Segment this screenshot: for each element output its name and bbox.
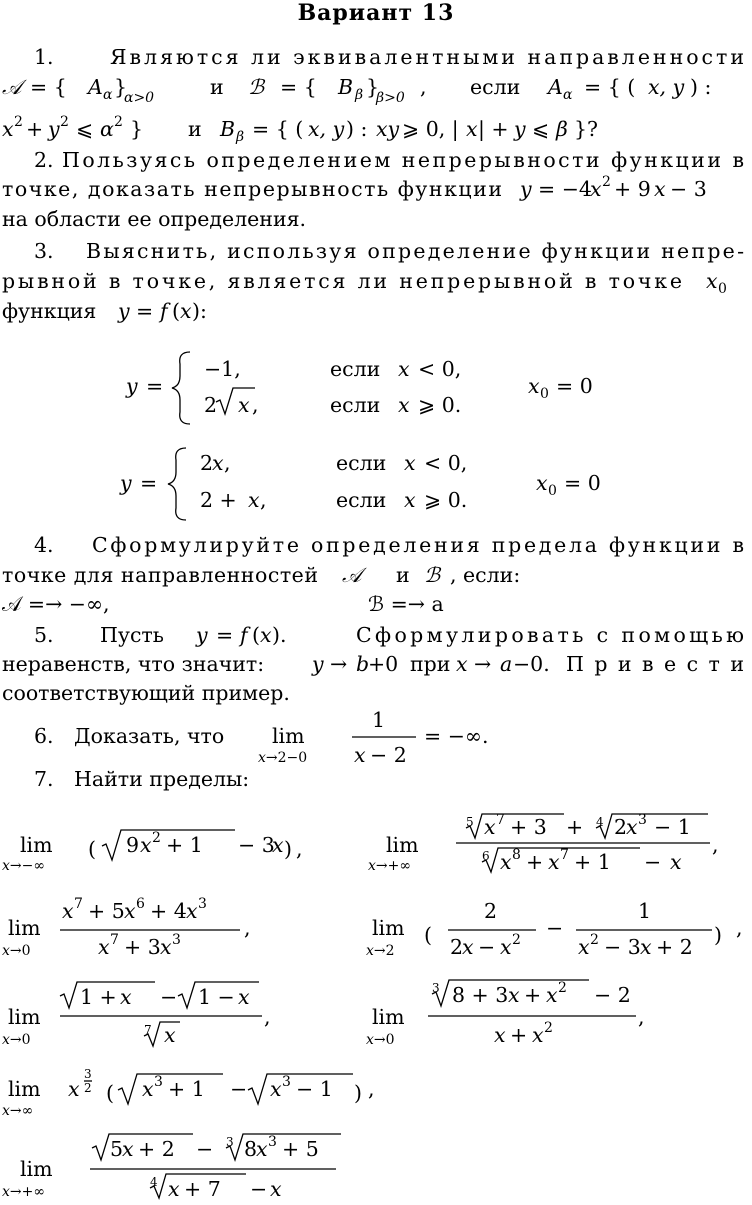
svg-text:7: 7 bbox=[560, 847, 569, 863]
svg-text:2: 2 bbox=[152, 830, 161, 846]
problem-5 bbox=[2, 623, 744, 705]
svg-text:y: y bbox=[312, 652, 324, 676]
svg-text:⩽: ⩽ bbox=[76, 117, 94, 141]
svg-text:0: 0 bbox=[548, 483, 557, 499]
svg-text:lim: lim bbox=[20, 1157, 53, 1181]
svg-text:x→+∞: x→+∞ bbox=[368, 858, 412, 874]
svg-text:+ 1: + 1 bbox=[574, 850, 611, 874]
problem-number: 5. bbox=[34, 623, 54, 647]
problem-number: 7. bbox=[34, 767, 54, 791]
svg-text:= { (: = { ( bbox=[252, 117, 304, 141]
svg-text:2: 2 bbox=[614, 815, 628, 839]
svg-text:0: 0 bbox=[718, 281, 727, 297]
svg-text:⩾ 0.: ⩾ 0. bbox=[424, 488, 468, 512]
svg-text:2: 2 bbox=[204, 393, 218, 417]
svg-text:3: 3 bbox=[172, 932, 181, 948]
svg-text:при: при bbox=[410, 652, 451, 676]
limit-expression-5 bbox=[2, 982, 271, 1048]
svg-text:если: если bbox=[336, 451, 387, 475]
limit-expression-2 bbox=[368, 812, 719, 874]
piecewise-function-1 bbox=[125, 352, 593, 424]
svg-text:β: β bbox=[556, 117, 568, 141]
svg-text:−: − bbox=[250, 1177, 268, 1201]
svg-text:точке для направленностей: точке для направленностей bbox=[2, 563, 318, 587]
svg-text:−: − bbox=[196, 1137, 214, 1161]
script-b-symbol: ℬ bbox=[248, 75, 265, 99]
problem-2 bbox=[2, 148, 744, 231]
svg-text:x→0: x→0 bbox=[2, 1032, 31, 1048]
svg-text:,: , bbox=[264, 1005, 271, 1029]
problem-7 bbox=[2, 767, 743, 1201]
svg-text:0: 0 bbox=[540, 386, 549, 402]
svg-text:𝒜: 𝒜 bbox=[342, 563, 362, 587]
svg-text:x: x bbox=[590, 177, 602, 201]
svg-text:,: , bbox=[260, 488, 267, 512]
svg-text:x: x bbox=[180, 299, 192, 323]
svg-text:функция: функция bbox=[2, 299, 97, 323]
svg-text:x: x bbox=[500, 850, 512, 874]
svg-text:− 1: − 1 bbox=[296, 1077, 333, 1101]
svg-text:x: x bbox=[548, 850, 560, 874]
svg-text:2: 2 bbox=[484, 899, 498, 923]
svg-text:}: } bbox=[366, 75, 380, 99]
svg-text:(: ( bbox=[252, 623, 260, 647]
svg-text:неравенств, что значит:: неравенств, что значит: bbox=[2, 652, 265, 676]
svg-text:x: x bbox=[272, 833, 284, 857]
svg-text:Пусть: Пусть bbox=[100, 623, 164, 647]
svg-text:точке, доказать непрерывность: точке, доказать непрерывность функции bbox=[2, 177, 502, 201]
svg-text:1 −: 1 − bbox=[198, 985, 235, 1009]
svg-text:рывной в точке, является ли не: рывной в точке, является ли непрерывной в точке bbox=[2, 269, 683, 293]
page-title: Вариант 13 bbox=[297, 0, 455, 26]
svg-text:β>0: β>0 bbox=[376, 90, 405, 106]
svg-text:= 0: = 0 bbox=[564, 471, 601, 495]
svg-text:}: } bbox=[130, 117, 144, 141]
svg-text:y: y bbox=[126, 374, 138, 398]
svg-text:+ 5: + 5 bbox=[282, 1137, 319, 1161]
svg-text:,: , bbox=[712, 833, 719, 857]
svg-text:x: x bbox=[120, 985, 132, 1009]
svg-text:x: x bbox=[640, 935, 652, 959]
svg-text:,: , bbox=[296, 837, 303, 861]
svg-text:α: α bbox=[103, 87, 113, 103]
svg-text:3: 3 bbox=[268, 1134, 277, 1150]
svg-text:+: + bbox=[510, 1023, 528, 1047]
svg-text:Найти пределы:: Найти пределы: bbox=[74, 767, 250, 791]
svg-text:5: 5 bbox=[110, 1137, 124, 1161]
svg-text:− 2: − 2 bbox=[370, 743, 407, 767]
svg-text:6: 6 bbox=[482, 849, 490, 863]
svg-text:+ 4: + 4 bbox=[150, 899, 187, 923]
svg-text:x: x bbox=[238, 393, 250, 417]
svg-text:x: x bbox=[62, 899, 74, 923]
condition-b: ℬ =→ a bbox=[368, 592, 444, 616]
svg-text:4: 4 bbox=[596, 815, 604, 829]
svg-text:x: x bbox=[404, 451, 416, 475]
svg-text:x: x bbox=[494, 1023, 506, 1047]
svg-text:x: x bbox=[354, 743, 366, 767]
svg-text:(: ( bbox=[172, 299, 180, 323]
svg-text:2: 2 bbox=[84, 1081, 92, 1095]
svg-text:8: 8 bbox=[244, 1137, 258, 1161]
svg-text:7: 7 bbox=[496, 812, 505, 828]
svg-text:⩽: ⩽ bbox=[532, 117, 550, 141]
svg-text:и: и bbox=[396, 563, 410, 587]
problem-number: 1. bbox=[34, 45, 54, 69]
svg-text:lim: lim bbox=[20, 833, 53, 857]
svg-text:3: 3 bbox=[638, 812, 647, 828]
problem-3 bbox=[2, 239, 744, 520]
svg-text:x: x bbox=[528, 374, 540, 398]
svg-text:}?: }? bbox=[574, 117, 599, 141]
svg-text:2: 2 bbox=[602, 174, 611, 190]
svg-text:x: x bbox=[122, 1137, 134, 1161]
svg-text:x: x bbox=[142, 1077, 154, 1101]
svg-text:→: → bbox=[330, 652, 348, 676]
svg-text:−: − bbox=[644, 850, 662, 874]
svg-text:если: если bbox=[330, 393, 381, 417]
svg-text:5: 5 bbox=[466, 815, 474, 829]
svg-text:+ 7: + 7 bbox=[184, 1177, 221, 1201]
left-brace bbox=[172, 352, 190, 424]
svg-text:8: 8 bbox=[512, 847, 521, 863]
left-brace bbox=[168, 448, 186, 520]
condition-a: 𝒜 =→ −∞, bbox=[2, 592, 110, 616]
svg-text:): ) bbox=[284, 837, 292, 861]
svg-text:2: 2 bbox=[558, 980, 567, 996]
svg-text:y: y bbox=[120, 471, 132, 495]
svg-text:x: x bbox=[164, 1023, 176, 1047]
svg-text:если: если bbox=[336, 488, 387, 512]
svg-text:= {: = { bbox=[30, 75, 67, 99]
svg-text:,: , bbox=[638, 1005, 645, 1029]
svg-text:3: 3 bbox=[84, 1067, 92, 1081]
word-if: если bbox=[470, 75, 521, 99]
svg-text:,: , bbox=[224, 451, 231, 475]
problem-text: Являются ли эквивалентными направленности bbox=[110, 45, 745, 69]
svg-text:y: y bbox=[520, 177, 532, 201]
svg-text:B: B bbox=[220, 117, 236, 141]
svg-text:1 +: 1 + bbox=[80, 985, 117, 1009]
svg-text:= { (: = { ( bbox=[584, 75, 636, 99]
svg-text:x→+∞: x→+∞ bbox=[2, 1184, 46, 1200]
svg-text:3: 3 bbox=[198, 896, 207, 912]
svg-text:Сформулировать с помощью: Сформулировать с помощью bbox=[356, 623, 744, 647]
svg-text:ℬ: ℬ bbox=[424, 563, 441, 587]
svg-text:+ 5: + 5 bbox=[88, 899, 125, 923]
svg-text:7: 7 bbox=[144, 1023, 152, 1037]
svg-text:): ) bbox=[714, 923, 722, 947]
svg-text:x: x bbox=[270, 1177, 282, 1201]
svg-text:7: 7 bbox=[74, 896, 83, 912]
svg-text:+ 2: + 2 bbox=[656, 935, 693, 959]
svg-text:x: x bbox=[466, 117, 478, 141]
svg-text:Доказать, что: Доказать, что bbox=[74, 724, 225, 748]
svg-text:− 3: − 3 bbox=[238, 833, 275, 857]
svg-text:+ 1: + 1 bbox=[168, 1077, 205, 1101]
svg-text:x→∞: x→∞ bbox=[2, 1103, 34, 1119]
svg-text:β: β bbox=[355, 87, 364, 103]
svg-text:+ 9: + 9 bbox=[614, 177, 651, 201]
problem-4 bbox=[2, 533, 744, 616]
svg-text:x: x bbox=[654, 177, 666, 201]
svg-text:2 +: 2 + bbox=[200, 488, 237, 512]
svg-text:α: α bbox=[100, 117, 114, 141]
svg-text:,: , bbox=[420, 75, 427, 99]
svg-text:lim: lim bbox=[272, 724, 305, 748]
svg-text:−: − bbox=[160, 985, 178, 1009]
svg-text:< 0,: < 0, bbox=[424, 451, 468, 475]
svg-text:b: b bbox=[356, 652, 370, 676]
svg-text:2: 2 bbox=[114, 114, 123, 130]
svg-text:,: , bbox=[252, 393, 259, 417]
svg-text:f: f bbox=[160, 299, 168, 323]
limit-expression-7 bbox=[2, 1067, 375, 1119]
svg-text:< 0,: < 0, bbox=[418, 357, 462, 381]
svg-text:xy: xy bbox=[376, 117, 400, 141]
problem-number: 3. bbox=[34, 239, 54, 263]
svg-text:x→0: x→0 bbox=[2, 943, 31, 959]
svg-text:f: f bbox=[240, 623, 248, 647]
svg-text:x: x bbox=[140, 833, 152, 857]
svg-text:x: x bbox=[500, 935, 512, 959]
svg-text:1: 1 bbox=[638, 899, 652, 923]
svg-text:lim: lim bbox=[8, 1077, 41, 1101]
svg-text:y: y bbox=[514, 117, 526, 141]
svg-text:= −4: = −4 bbox=[538, 177, 592, 201]
svg-text:):: ): bbox=[192, 299, 207, 323]
svg-text:Сформулируйте определения пред: Сформулируйте определения предела функции в bbox=[92, 533, 744, 557]
svg-text:= {: = { bbox=[280, 75, 317, 99]
svg-text:2: 2 bbox=[450, 935, 464, 959]
limit-expression-3 bbox=[2, 896, 251, 959]
svg-text:− 1: − 1 bbox=[654, 815, 691, 839]
svg-text:x: x bbox=[238, 985, 250, 1009]
svg-text:−1,: −1, bbox=[204, 357, 241, 381]
problem-number: 2. bbox=[34, 148, 54, 172]
svg-text:+: + bbox=[524, 983, 542, 1007]
svg-text:= −∞.: = −∞. bbox=[424, 724, 489, 748]
svg-text:x, y: x, y bbox=[648, 75, 685, 99]
svg-text:lim: lim bbox=[386, 833, 419, 857]
svg-text:A: A bbox=[88, 75, 103, 99]
svg-text:,: , bbox=[736, 916, 743, 940]
limit-expression-1 bbox=[2, 830, 303, 874]
svg-text:2: 2 bbox=[60, 114, 69, 130]
svg-text:x: x bbox=[398, 357, 410, 381]
svg-text:x: x bbox=[508, 983, 520, 1007]
svg-text:x→−∞: x→−∞ bbox=[2, 858, 46, 874]
svg-text:6: 6 bbox=[136, 896, 145, 912]
svg-text:B: B bbox=[338, 75, 354, 99]
svg-text:3: 3 bbox=[226, 1135, 234, 1149]
svg-text:lim: lim bbox=[372, 916, 405, 940]
svg-text:−: − bbox=[546, 916, 564, 940]
svg-text:α: α bbox=[563, 87, 573, 103]
svg-text:y: y bbox=[118, 299, 130, 323]
svg-text:3: 3 bbox=[282, 1074, 291, 1090]
svg-text:1: 1 bbox=[372, 708, 386, 732]
svg-text:x: x bbox=[256, 1137, 268, 1161]
svg-text:a: a bbox=[500, 652, 513, 676]
svg-text:x: x bbox=[270, 1077, 282, 1101]
limit-expression-4 bbox=[366, 899, 743, 959]
svg-text:x: x bbox=[484, 815, 496, 839]
svg-text:x: x bbox=[626, 815, 638, 839]
svg-text:+: + bbox=[526, 850, 544, 874]
svg-text:x: x bbox=[578, 935, 590, 959]
svg-text:x: x bbox=[456, 652, 468, 676]
svg-text:x: x bbox=[124, 899, 136, 923]
svg-text:соответствующий пример.: соответствующий пример. bbox=[2, 681, 290, 705]
svg-text:2: 2 bbox=[14, 114, 23, 130]
svg-text:x: x bbox=[404, 488, 416, 512]
svg-text:x→2−0: x→2−0 bbox=[258, 750, 308, 766]
svg-text:x: x bbox=[186, 899, 198, 923]
svg-text:lim: lim bbox=[8, 916, 41, 940]
svg-text:}: } bbox=[114, 75, 128, 99]
svg-text:=: = bbox=[140, 471, 158, 495]
svg-text:x: x bbox=[212, 451, 224, 475]
problem-number: 6. bbox=[34, 724, 54, 748]
svg-text:+ 1: + 1 bbox=[166, 833, 203, 857]
svg-text:2: 2 bbox=[544, 1020, 553, 1036]
svg-text:x: x bbox=[2, 117, 14, 141]
svg-text:x: x bbox=[536, 471, 548, 495]
svg-text:x: x bbox=[260, 623, 272, 647]
svg-text:−: − bbox=[230, 1077, 248, 1101]
svg-text:y: y bbox=[48, 117, 60, 141]
svg-text:=: = bbox=[216, 623, 234, 647]
svg-text:+ 2: + 2 bbox=[138, 1137, 175, 1161]
svg-text:⩾ 0.: ⩾ 0. bbox=[418, 393, 462, 417]
svg-text:β: β bbox=[236, 129, 245, 145]
svg-text:).: ). bbox=[272, 623, 287, 647]
svg-text:+: + bbox=[26, 117, 44, 141]
problem-6 bbox=[34, 708, 488, 767]
svg-text:| +: | + bbox=[478, 117, 509, 141]
svg-text:→: → bbox=[474, 652, 492, 676]
svg-text:x: x bbox=[68, 1077, 80, 1101]
svg-text:x→2: x→2 bbox=[366, 943, 395, 959]
svg-text:x: x bbox=[706, 269, 718, 293]
svg-text:x→0: x→0 bbox=[366, 1032, 395, 1048]
svg-text:− 2: − 2 bbox=[594, 983, 631, 1007]
svg-text:x: x bbox=[398, 393, 410, 417]
svg-text:3: 3 bbox=[432, 981, 440, 995]
svg-text:+: + bbox=[566, 815, 584, 839]
svg-text:x: x bbox=[160, 935, 172, 959]
svg-text:+ 3: + 3 bbox=[510, 815, 547, 839]
svg-text:=: = bbox=[146, 374, 164, 398]
svg-text:x: x bbox=[546, 983, 558, 1007]
svg-text:lim: lim bbox=[372, 1005, 405, 1029]
svg-text:x: x bbox=[532, 1023, 544, 1047]
svg-text:−: − bbox=[478, 935, 496, 959]
svg-text:=: = bbox=[136, 299, 154, 323]
svg-text:α>0: α>0 bbox=[124, 90, 155, 106]
svg-text:2: 2 bbox=[590, 932, 599, 948]
svg-text:y: y bbox=[196, 623, 208, 647]
svg-text:+0: +0 bbox=[368, 652, 399, 676]
svg-text:если: если bbox=[330, 357, 381, 381]
svg-text:,: , bbox=[368, 1077, 375, 1101]
svg-text:A: A bbox=[548, 75, 563, 99]
svg-text:2: 2 bbox=[512, 932, 521, 948]
svg-text:, если:: , если: bbox=[450, 563, 521, 587]
limit-expression-8 bbox=[2, 1134, 341, 1201]
word-and: и bbox=[210, 75, 224, 99]
svg-text:) :: ) : bbox=[690, 75, 712, 99]
svg-text:и: и bbox=[188, 117, 202, 141]
svg-text:⩾ 0, |: ⩾ 0, | bbox=[402, 117, 459, 141]
svg-text:) :: ) : bbox=[346, 117, 368, 141]
svg-text:− 3: − 3 bbox=[604, 935, 641, 959]
svg-text:+ 3: + 3 bbox=[124, 935, 161, 959]
problem-1 bbox=[2, 45, 744, 145]
svg-text:= 0: = 0 bbox=[556, 374, 593, 398]
script-a-symbol: 𝒜 bbox=[2, 75, 22, 99]
svg-text:9: 9 bbox=[126, 833, 140, 857]
svg-text:на области ее определения.: на области ее определения. bbox=[2, 207, 307, 231]
svg-text:2: 2 bbox=[200, 451, 214, 475]
svg-text:(: ( bbox=[424, 923, 432, 947]
svg-text:− 3: − 3 bbox=[670, 177, 707, 201]
svg-text:,: , bbox=[244, 916, 251, 940]
svg-text:x, y: x, y bbox=[308, 117, 345, 141]
problem-number: 4. bbox=[34, 533, 54, 557]
svg-text:x: x bbox=[248, 488, 260, 512]
svg-text:Выяснить, используя определени: Выяснить, используя определение функции непре- bbox=[86, 239, 744, 263]
limit-expression-6 bbox=[366, 980, 645, 1048]
svg-text:8 + 3: 8 + 3 bbox=[452, 983, 509, 1007]
svg-text:3: 3 bbox=[154, 1074, 163, 1090]
svg-text:): ) bbox=[354, 1081, 362, 1105]
svg-text:(: ( bbox=[88, 837, 96, 861]
svg-text:7: 7 bbox=[110, 932, 119, 948]
svg-text:(: ( bbox=[106, 1081, 114, 1105]
svg-text:x: x bbox=[98, 935, 110, 959]
svg-text:Пользуясь определением непреры: Пользуясь определением непрерывности функции в bbox=[62, 148, 744, 172]
svg-text:−0.: −0. bbox=[513, 652, 550, 676]
svg-text:4: 4 bbox=[150, 1175, 158, 1189]
piecewise-function-2 bbox=[119, 448, 601, 520]
svg-text:x: x bbox=[168, 1177, 180, 1201]
svg-text:x: x bbox=[462, 935, 474, 959]
svg-text:Привести: Привести bbox=[566, 652, 744, 676]
svg-text:lim: lim bbox=[8, 1005, 41, 1029]
svg-text:x: x bbox=[670, 850, 682, 874]
